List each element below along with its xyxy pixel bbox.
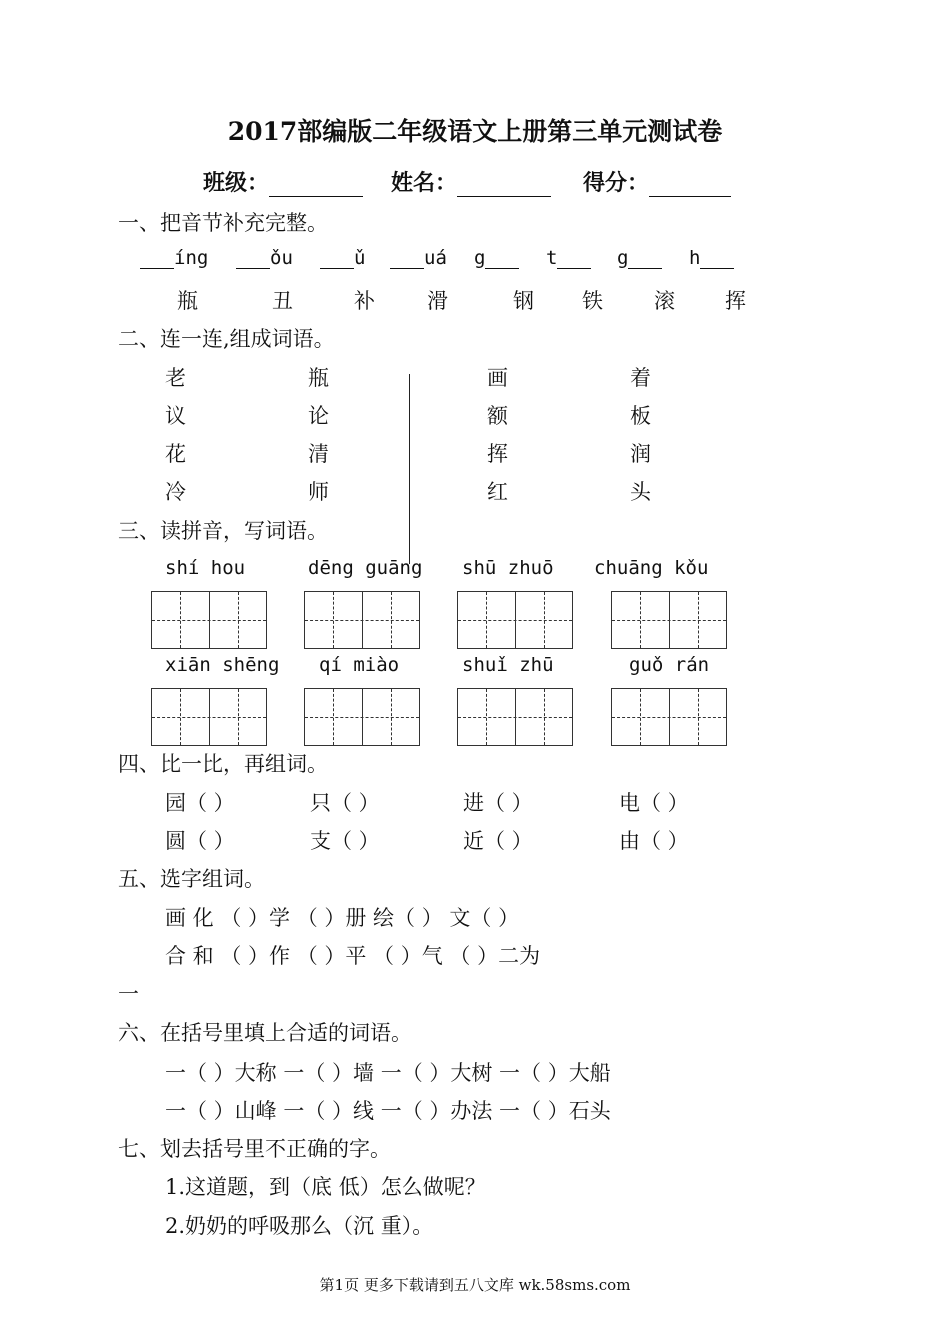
writing-grid[interactable] [611,688,727,746]
q4-item[interactable]: 圆（ ） [165,829,235,853]
q1-char: 丑 [272,289,293,313]
q1-item-6: t [546,247,591,269]
section-3-heading: 三、读拼音，写词语。 [118,519,328,543]
q2-word[interactable]: 师 [308,480,329,504]
q2-word[interactable]: 议 [165,404,186,428]
writing-grid[interactable] [151,688,267,746]
q1-item-7: g [617,247,662,269]
q2-word[interactable]: 额 [487,404,508,428]
q2-word[interactable]: 老 [165,366,186,390]
writing-grid[interactable] [304,591,420,649]
q4-item[interactable]: 由（ ） [619,829,689,853]
q1-item-4: uá [390,247,447,269]
q1-item-8: h [689,247,734,269]
section-7-heading: 七、划去括号里不正确的字。 [118,1137,391,1161]
q3-pinyin: dēng guāng [308,557,423,579]
page-title: 2017部编版二年级语文上册第三单元测试卷 [227,117,723,146]
q3-pinyin: shí hou [165,557,246,579]
q1-char: 滑 [427,289,448,313]
writing-grid[interactable] [151,591,267,649]
q2-word[interactable]: 论 [308,404,329,428]
q5-line[interactable]: 画 化 （ ）学 （ ）册 绘（ ） 文（ ） [165,906,520,930]
q2-word[interactable]: 冷 [165,480,186,504]
q1-char: 滚 [654,289,675,313]
score-field [583,166,731,197]
q3-pinyin: shū zhuō [462,557,554,579]
q4-item[interactable]: 进（ ） [463,791,533,815]
q1-item-5: g [474,247,519,269]
q6-line[interactable]: 一（ ）山峰 一（ ）线 一（ ）办法 一（ ）石头 [165,1099,611,1123]
q2-word[interactable]: 头 [630,480,651,504]
q1-char: 瓶 [177,289,198,313]
q1-char: 铁 [582,289,603,313]
name-label: 姓名： [391,170,458,196]
q5-line: 一 [118,982,139,1006]
class-field [203,166,363,197]
q3-pinyin: qí miào [319,654,400,676]
q2-word[interactable]: 润 [630,442,651,466]
q4-item[interactable]: 支（ ） [310,829,380,853]
q4-item[interactable]: 电（ ） [619,791,689,815]
q3-pinyin: guǒ rán [629,654,710,676]
q4-item[interactable]: 只（ ） [310,791,380,815]
q4-item[interactable]: 园（ ） [165,791,235,815]
writing-grid[interactable] [611,591,727,649]
q3-pinyin: xiān shēng [165,654,280,676]
q4-item[interactable]: 近（ ） [463,829,533,853]
name-blank[interactable] [457,172,551,197]
q2-word[interactable]: 清 [308,442,329,466]
section-6-heading: 六、在括号里填上合适的词语。 [118,1021,412,1045]
q3-pinyin: chuāng kǒu [594,557,709,579]
q7-item[interactable]: 1.这道题，到（底 低）怎么做呢？ [165,1175,486,1199]
score-label: 得分： [583,170,650,196]
writing-grid[interactable] [457,591,573,649]
q2-word[interactable]: 画 [487,366,508,390]
section-4-heading: 四、比一比，再组词。 [118,752,328,776]
name-field [391,166,551,197]
q2-word[interactable]: 瓶 [308,366,329,390]
q6-line[interactable]: 一（ ）大称 一（ ）墙 一（ ）大树 一（ ）大船 [165,1061,611,1085]
q2-word[interactable]: 板 [630,404,651,428]
section-5-heading: 五、选字组词。 [118,867,265,891]
q7-item[interactable]: 2.奶奶的呼吸那么（沉 重）。 [165,1214,434,1238]
q5-line[interactable]: 合 和 （ ）作 （ ）平 （ ）气 （ ）二为 [165,944,541,968]
q2-word[interactable]: 花 [165,442,186,466]
section-2-heading: 二、连一连,组成词语。 [118,327,335,351]
q1-char: 挥 [725,289,746,313]
q1-char: 钢 [513,289,534,313]
page-footer: 第1页 更多下载请到五八文库 wk.58sms.com [319,1276,631,1294]
section-1-heading: 一、把音节补充完整。 [118,211,328,235]
drawn-connecting-line [409,374,410,564]
class-label: 班级： [203,170,270,196]
score-blank[interactable] [649,172,731,197]
q1-item-2: ǒu [236,247,293,269]
writing-grid[interactable] [457,688,573,746]
q2-word[interactable]: 着 [630,366,651,390]
q3-pinyin: shuǐ zhū [462,654,554,676]
q1-item-1: íng [140,247,208,269]
class-blank[interactable] [269,172,363,197]
writing-grid[interactable] [304,688,420,746]
q2-word[interactable]: 挥 [487,442,508,466]
q1-item-3: ǔ [320,247,365,269]
q2-word[interactable]: 红 [487,480,508,504]
q1-char: 补 [354,289,375,313]
